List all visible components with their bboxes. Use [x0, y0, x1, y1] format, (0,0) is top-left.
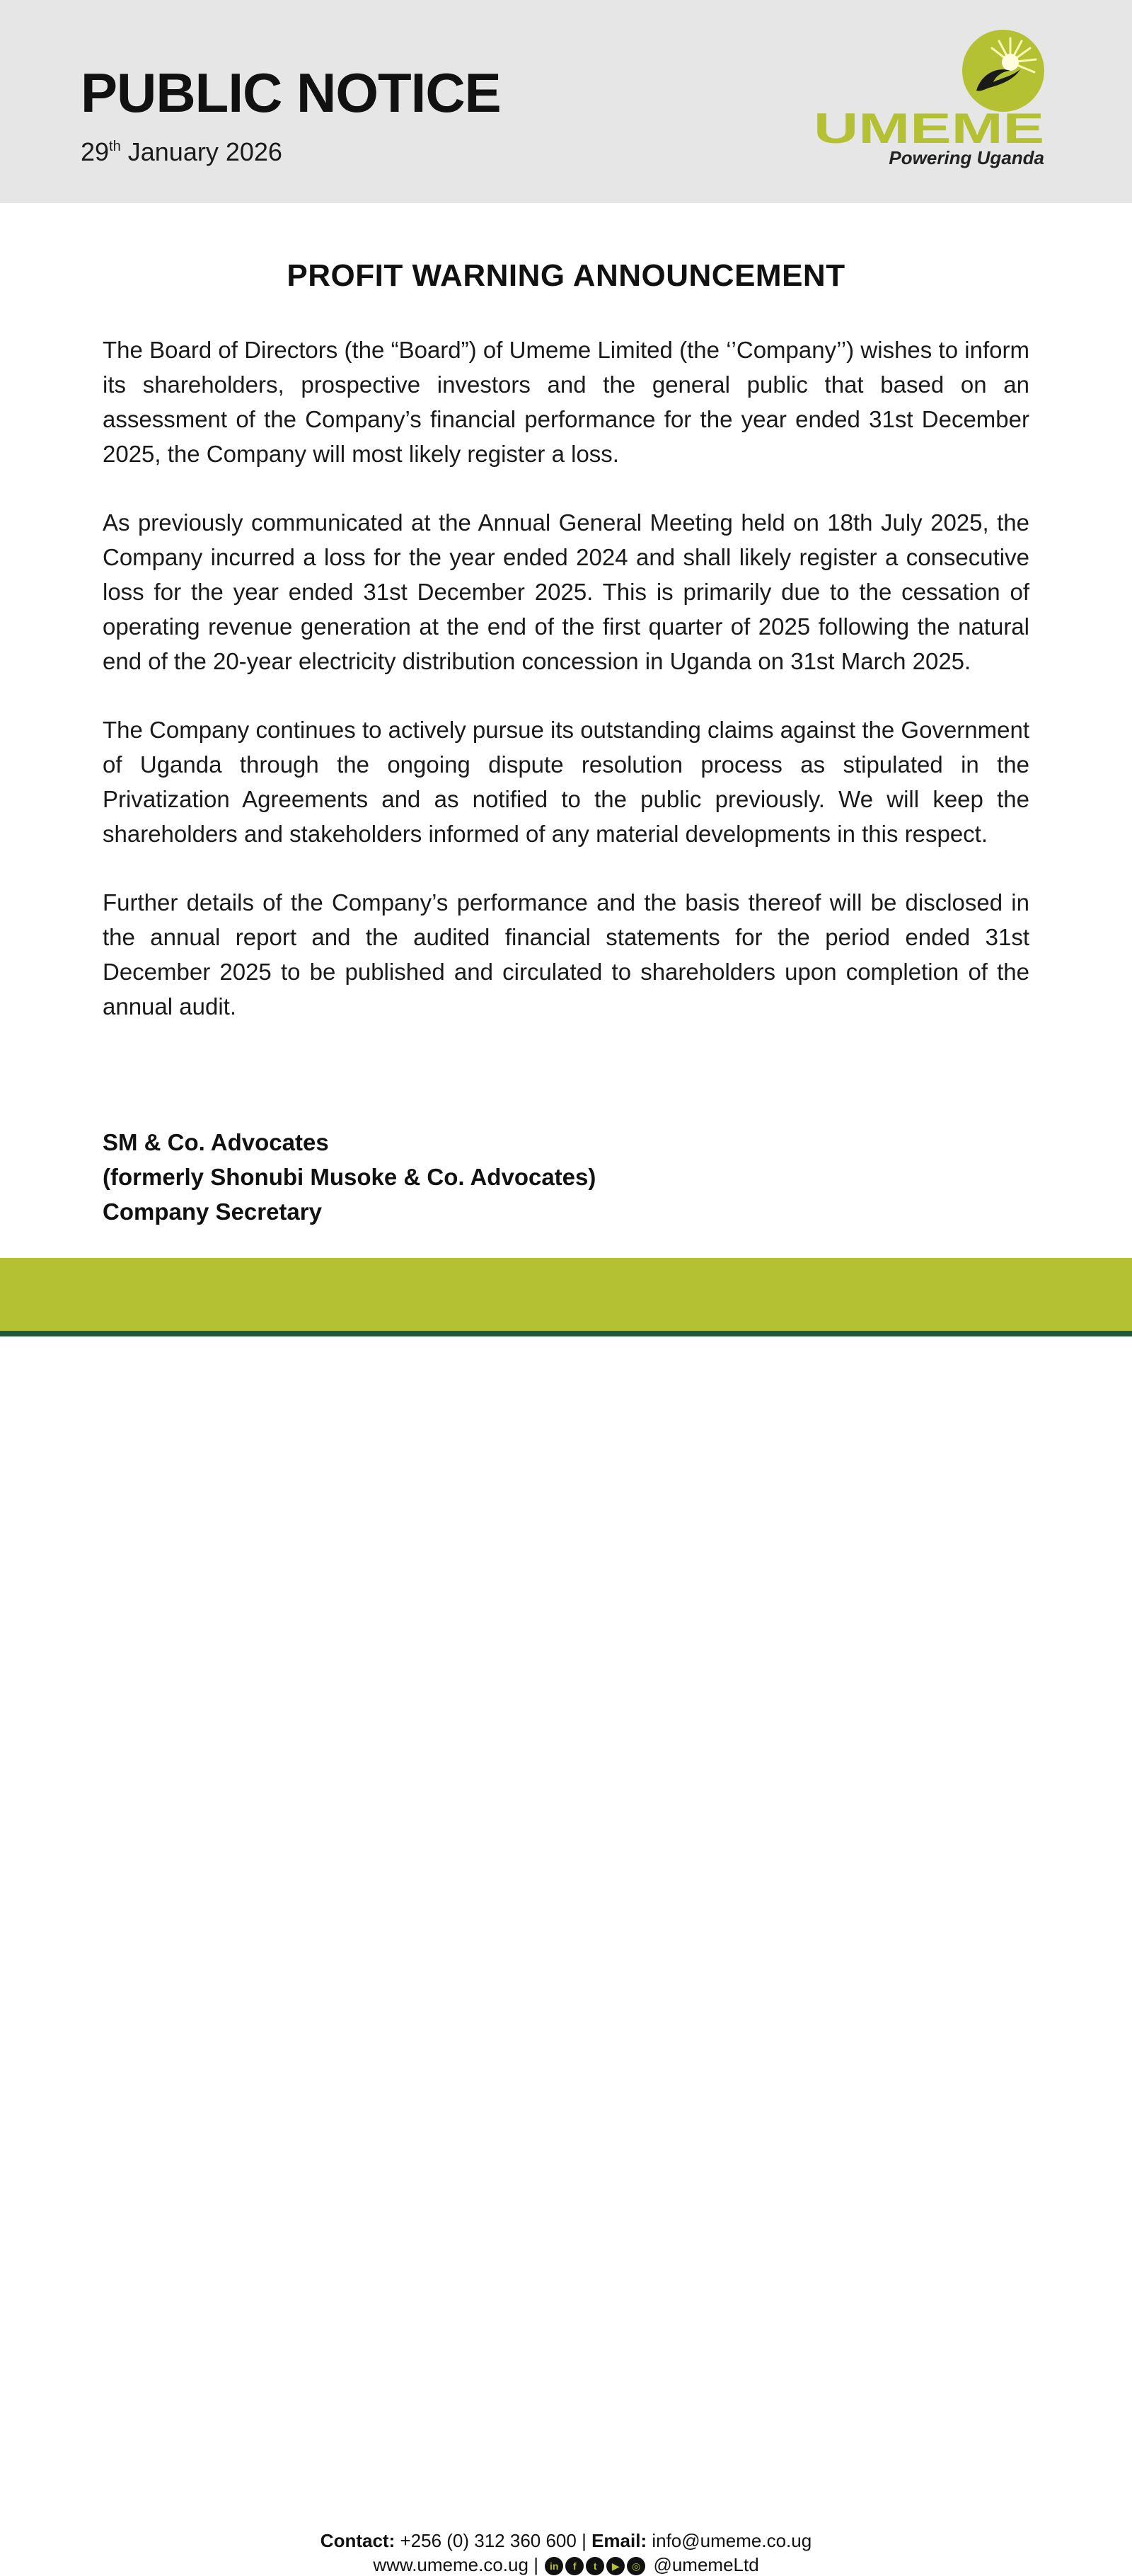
- paragraph-4: Further details of the Company’s performance and the basis thereof will be disclosed in the annual report and the audited financial statements for the period ended 31st December 2025 to be published and circulated to shareholders upon completion of the annual audit.: [103, 889, 1029, 1020]
- header-band: [0, 0, 1132, 203]
- paragraph-2: As previously communicated at the Annual General Meeting held on 18th July 2025, the Company incurred a loss for the year ended 2024 and shall likely register a consecutive loss for the year ended 31st December 2025. This is primarily due to the cessation of operating revenue generation at the end of the first quarter of 2025 following the natural end of the 20-year electricity distribution concession in Uganda on 31st March 2025.: [103, 509, 1029, 674]
- footer-web-line: [0, 2554, 1132, 2576]
- logo-tagline: Powering Uganda: [889, 147, 1044, 168]
- website-link[interactable]: www.umeme.co.ug: [373, 2554, 529, 2575]
- footer-separator: |: [582, 2530, 587, 2551]
- signature-block: [103, 1125, 596, 1229]
- paragraph-3: The Company continues to actively pursue its outstanding claims against the Government of Uganda through the ongoing dispute resolution process as stipulated in the Privatization Agreements and as notified to the public previously. We will keep the shareholders and stakeholders informed of any material developments in this respect.: [103, 717, 1029, 847]
- umeme-sun-logo-icon: [961, 28, 1046, 113]
- instagram-icon[interactable]: ◎: [627, 2557, 645, 2575]
- announcement-body: [103, 333, 1029, 1058]
- social-handle[interactable]: @umemeLtd: [653, 2554, 759, 2575]
- contact-label: Contact:: [320, 2530, 395, 2551]
- announcement-title: PROFIT WARNING ANNOUNCEMENT: [287, 258, 845, 293]
- contact-phone[interactable]: +256 (0) 312 360 600: [400, 2530, 577, 2551]
- contact-email[interactable]: info@umeme.co.ug: [652, 2530, 812, 2551]
- footer-band: [0, 1258, 1132, 2575]
- notice-date: [81, 139, 282, 165]
- footer-contact-line: [0, 2530, 1132, 2552]
- logo-word-text: UMEME: [814, 110, 1044, 147]
- signature-former-name: (formerly Shonubi Musoke & Co. Advocates): [103, 1164, 596, 1190]
- signature-firm: SM & Co. Advocates: [103, 1129, 329, 1155]
- signature-role: Company Secretary: [103, 1199, 322, 1225]
- footer-dark-strip: [0, 1331, 1132, 1336]
- twitter-icon[interactable]: t: [586, 2557, 604, 2575]
- youtube-icon[interactable]: ▶: [606, 2557, 625, 2575]
- page-title: PUBLIC NOTICE: [81, 62, 501, 124]
- date-rest: January 2026: [127, 137, 282, 166]
- date-suffix: th: [109, 139, 121, 154]
- footer-separator-2: |: [533, 2554, 538, 2575]
- social-icons: [545, 2557, 645, 2575]
- facebook-icon[interactable]: f: [565, 2557, 584, 2575]
- umeme-wordmark: [812, 110, 1046, 147]
- date-day: 29: [81, 137, 110, 166]
- linkedin-icon[interactable]: in: [545, 2557, 563, 2575]
- paragraph-1: The Board of Directors (the “Board”) of Umeme Limited (the ‘’Company’’) wishes to inform its shareholders, prospective investors and the general public that based on an assessment of the Company’s financial performance for the year ended 31st December 2025, the Company will most likely register a loss.: [103, 337, 1029, 467]
- email-label: Email:: [591, 2530, 647, 2551]
